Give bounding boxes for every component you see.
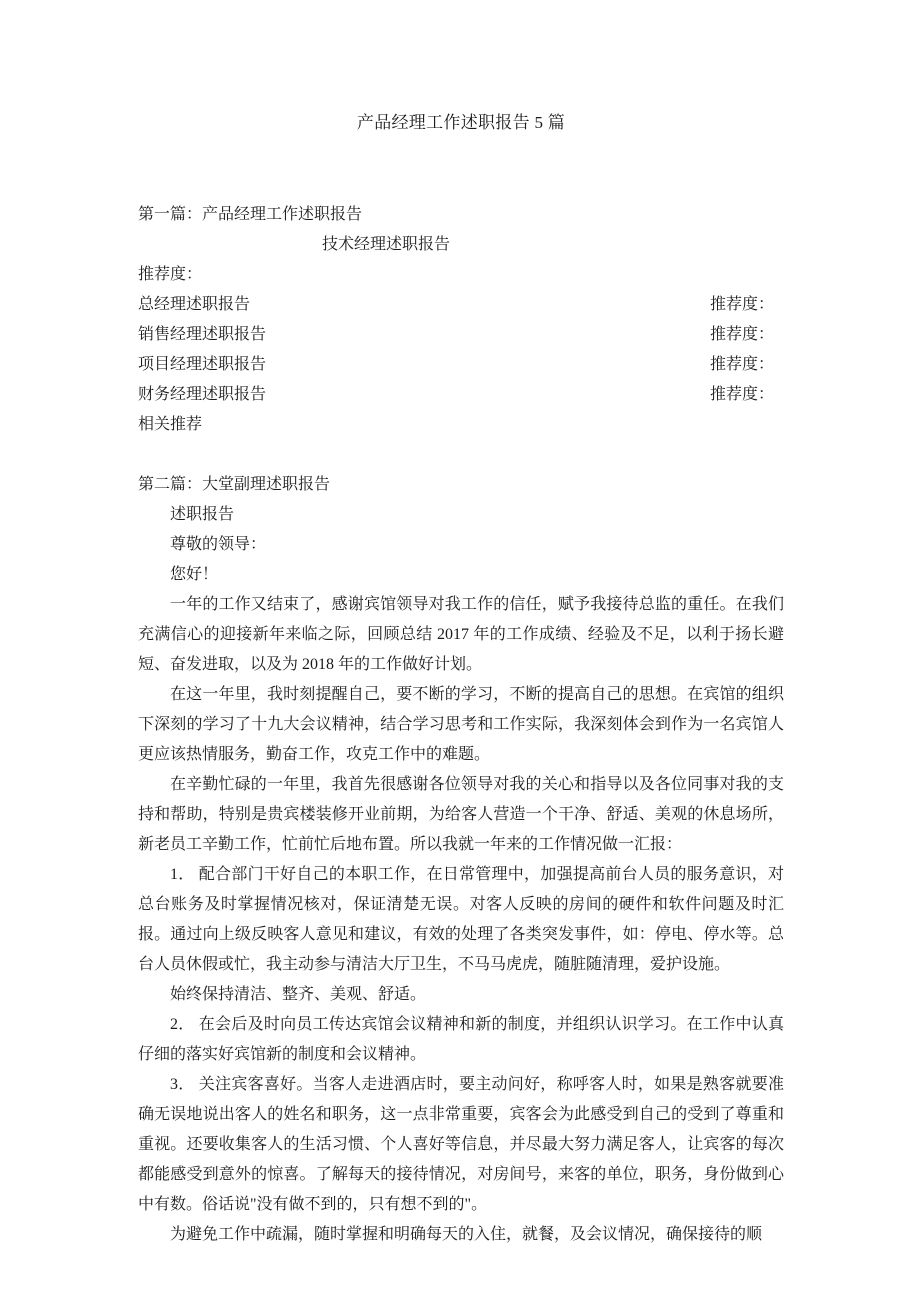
body-paragraph: 一年的工作又结束了，感谢宾馆领导对我工作的信任，赋予我接待总监的重任。在我们充满信心的迎接新年来临之际，回顾总结 2017 年的工作成绩、经验及不足，以利于扬长避短、奋发进取，以及为 2018 年的工作做好计划。 [138, 596, 784, 673]
report-link-project-manager[interactable]: 项目经理述职报告 [138, 356, 267, 373]
body-paragraph: 在辛勤忙碌的一年里，我首先很感谢各位领导对我的关心和指导以及各位同事对我的支持和帮助，特别是贵宾楼装修开业前期，为给客人营造一个干净、舒适、美观的休息场所，新老员工辛勤工作，忙前忙后地布置。所以我就一年来的工作情况做一汇报： [138, 776, 784, 853]
table-row [138, 320, 784, 350]
report-title: 述职报告 [170, 506, 235, 523]
recommend-value: 推荐度： [710, 296, 775, 313]
greeting: 您好！ [170, 566, 219, 583]
body-paragraph-truncated: 为避免工作中疏漏，随时掌握和明确每天的入住，就餐，及会议情况，确保接待的顺 [170, 1226, 763, 1243]
section-two-heading: 第二篇：大堂副理述职报告 [138, 476, 331, 493]
body-paragraph-item-3: 3． 关注宾客喜好。当客人走进酒店时，要主动问好，称呼客人时，如果是熟客就要准确无误地说出客人的姓名和职务，这一点非常重要，宾客会为此感受到自己的受到了尊重和重视。还要收集客人的生活习惯、个人喜好等信息，并尽最大努力满足客人，让宾客的每次都能感受到意外的惊喜。了解每天的接待情况，对房间号，来客的单位，职务，身份做到心中有数。俗话说"没有做不到的，只有想不到的"。 [138, 1076, 784, 1213]
recommend-value: 推荐度： [710, 386, 775, 403]
section-one-heading: 第一篇：产品经理工作述职报告 [138, 206, 363, 223]
document-content [138, 108, 784, 1250]
section-one-subheading: 技术经理述职报告 [321, 236, 450, 253]
body-paragraph: 始终保持清洁、整齐、美观、舒适。 [170, 986, 427, 1003]
table-row [138, 290, 784, 320]
report-link-general-manager[interactable]: 总经理述职报告 [138, 296, 251, 313]
recommend-label: 推荐度： [138, 266, 203, 283]
table-row [138, 380, 784, 410]
salutation: 尊敬的领导： [170, 536, 267, 553]
recommend-value: 推荐度： [710, 326, 775, 343]
body-paragraph: 在这一年里，我时刻提醒自己，要不断的学习，不断的提高自己的思想。在宾馆的组织下深刻的学习了十九大会议精神，结合学习思考和工作实际，我深刻体会到作为一名宾馆人更应该热情服务，勤奋工作，攻克工作中的难题。 [138, 686, 784, 763]
report-link-sales-manager[interactable]: 销售经理述职报告 [138, 326, 267, 343]
related-recommendations-label[interactable]: 相关推荐 [138, 416, 203, 433]
table-row [138, 350, 784, 380]
recommend-value: 推荐度： [710, 356, 775, 373]
body-paragraph-item-1: 1． 配合部门干好自己的本职工作，在日常管理中，加强提高前台人员的服务意识，对总台账务及时掌握情况核对，保证清楚无误。对客人反映的房间的硬件和软件问题及时汇报。通过向上级反映客人意见和建议，有效的处理了各类突发事件，如：停电、停水等。总台人员休假或忙，我主动参与清洁大厅卫生，不马马虎虎，随脏随清理，爱护设施。 [138, 866, 784, 973]
section-gap [138, 440, 784, 470]
report-link-finance-manager[interactable]: 财务经理述职报告 [138, 386, 267, 403]
body-paragraph-item-2: 2． 在会后及时向员工传达宾馆会议精神和新的制度，并组织认识学习。在工作中认真仔细的落实好宾馆新的制度和会议精神。 [138, 1016, 784, 1063]
title-spacer [138, 138, 784, 200]
page-title: 产品经理工作述职报告 5 篇 [356, 113, 566, 132]
